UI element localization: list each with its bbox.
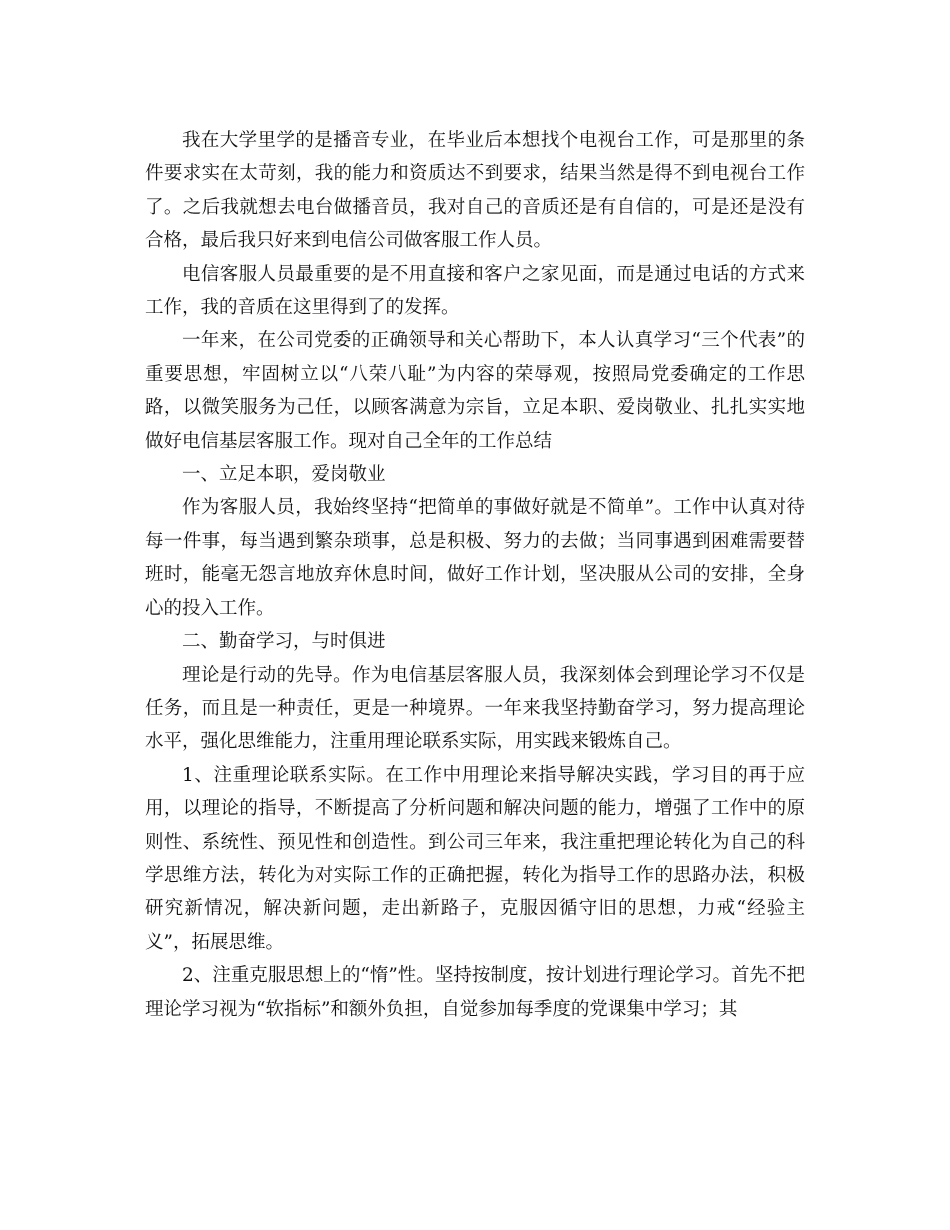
paragraph-year-summary: 一年来，在公司党委的正确领导和关心帮助下，本人认真学习“三个代表”的重要思想，牢固树立以“八荣八耻”为内容的荣辱观，按照局党委确定的工作思路，以微笑服务为己任，以顾客满意为宗旨，立足本职、爱岗敬业、扎扎实实地做好电信基层客服工作。现对自己全年的工作总结 bbox=[145, 330, 805, 452]
document-body bbox=[145, 124, 805, 1026]
section-heading-2: 二、勤奋学习，与时俱进 bbox=[182, 631, 386, 653]
paragraph-voice: 电信客服人员最重要的是不用直接和客户之家见面，而是通过电话的方式来工作，我的音质在这里得到了的发挥。 bbox=[145, 263, 805, 319]
paragraph-point-1: 1、注重理论联系实际。在工作中用理论来指导解决实践，学习目的再于应用，以理论的指导，不断提高了分析问题和解决问题的能力，增强了工作中的原则性、系统性、预见性和创造性。到公司三年来，我注重把理论转化为自己的科学思维方法，转化为对实际工作的正确把握，转化为指导工作的思路办法，积极研究新情况，解决新问题，走出新路子，克服因循守旧的思想，力戒“经验主义”，拓展思维。 bbox=[145, 764, 805, 953]
paragraph-theory: 理论是行动的先导。作为电信基层客服人员，我深刻体会到理论学习不仅是任务，而且是一种责任，更是一种境界。一年来我坚持勤奋学习，努力提高理论水平，强化思维能力，注重用理论联系实际，用实践来锻炼自己。 bbox=[145, 664, 805, 753]
section-heading-1: 一、立足本职，爱岗敬业 bbox=[182, 464, 386, 486]
paragraph-point-2: 2、注重克服思想上的“惰”性。坚持按制度，按计划进行理论学习。首先不把理论学习视为“软指标”和额外负担，自觉参加每季度的党课集中学习；其 bbox=[145, 965, 805, 1020]
paragraph-dedication: 作为客服人员，我始终坚持“把简单的事做好就是不简单”。工作中认真对待每一件事，每当遇到繁杂琐事，总是积极、努力的去做；当同事遇到困难需要替班时，能毫无怨言地放弃休息时间，做好工作计划，坚决服从公司的安排，全身心的投入工作。 bbox=[145, 497, 805, 619]
paragraph-intro: 我在大学里学的是播音专业，在毕业后本想找个电视台工作，可是那里的条件要求实在太苛刻，我的能力和资质达不到要求，结果当然是得不到电视台工作了。之后我就想去电台做播音员，我对自己的音质还是有自信的，可是还是没有合格，最后我只好来到电信公司做客服工作人员。 bbox=[145, 130, 805, 252]
